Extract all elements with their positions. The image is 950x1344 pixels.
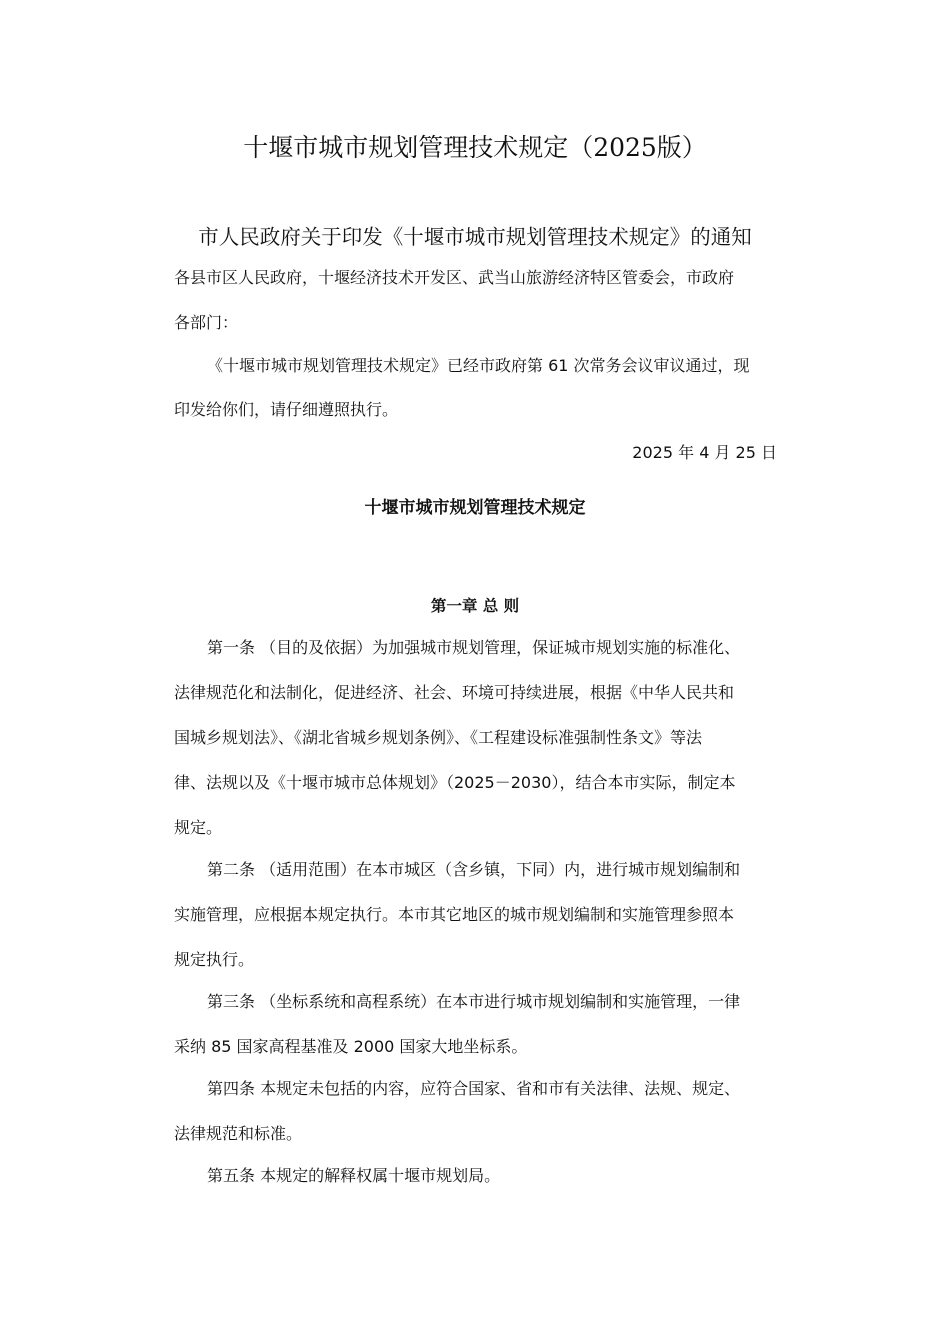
notice-date: 2025 年 4 月 25 日: [632, 443, 777, 462]
notice-body-line-2: 印发给你们，请仔细遵照执行。: [174, 400, 399, 419]
article-1-line-1: 第一条 （目的及依据）为加强城市规划管理，保证城市规划实施的标准化、: [207, 638, 741, 657]
article-5-line-1: 第五条 本规定的解释权属十堰市规划局。: [207, 1166, 501, 1185]
main-title: 十堰市城市规划管理技术规定（2025版）: [243, 133, 707, 162]
article-3-line-1: 第三条 （坐标系统和高程系统）在本市进行城市规划编制和实施管理，一律: [207, 992, 741, 1011]
article-2-line-3: 规定执行。: [174, 950, 255, 969]
notice-recipients-line-1: 各县市区人民政府，十堰经济技术开发区、武当山旅游经济特区管委会，市政府: [174, 268, 735, 287]
regulation-title: 十堰市城市规划管理技术规定: [364, 498, 586, 518]
article-2-line-1: 第二条 （适用范围）在本市城区（含乡镇，下同）内，进行城市规划编制和: [207, 860, 741, 879]
article-1-line-3: 国城乡规划法》、《湖北省城乡规划条例》、《工程建设标准强制性条文》等法: [174, 728, 703, 747]
article-1-line-2: 法律规范化和法制化，促进经济、社会、环境可持续进展，根据《中华人民共和: [174, 683, 735, 702]
article-4-line-2: 法律规范和标准。: [174, 1124, 303, 1143]
article-3-line-2: 采纳 85 国家高程基准及 2000 国家大地坐标系。: [174, 1037, 528, 1056]
article-1-line-4: 律、法规以及《十堰市城市总体规划》（2025－2030），结合本市实际，制定本: [174, 773, 736, 792]
notice-body-line-1: 《十堰市城市规划管理技术规定》已经市政府第 61 次常务会议审议通过，现: [207, 356, 750, 375]
notice-recipients-line-2: 各部门：: [174, 313, 239, 332]
article-2-line-2: 实施管理，应根据本规定执行。本市其它地区的城市规划编制和实施管理参照本: [174, 905, 735, 924]
chapter-title: 第一章 总 则: [430, 597, 520, 615]
article-4-line-1: 第四条 本规定未包括的内容，应符合国家、省和市有关法律、法规、规定、: [207, 1079, 741, 1098]
article-1-line-5: 规定。: [174, 818, 223, 837]
notice-title: 市人民政府关于印发《十堰市城市规划管理技术规定》的通知: [198, 225, 752, 249]
